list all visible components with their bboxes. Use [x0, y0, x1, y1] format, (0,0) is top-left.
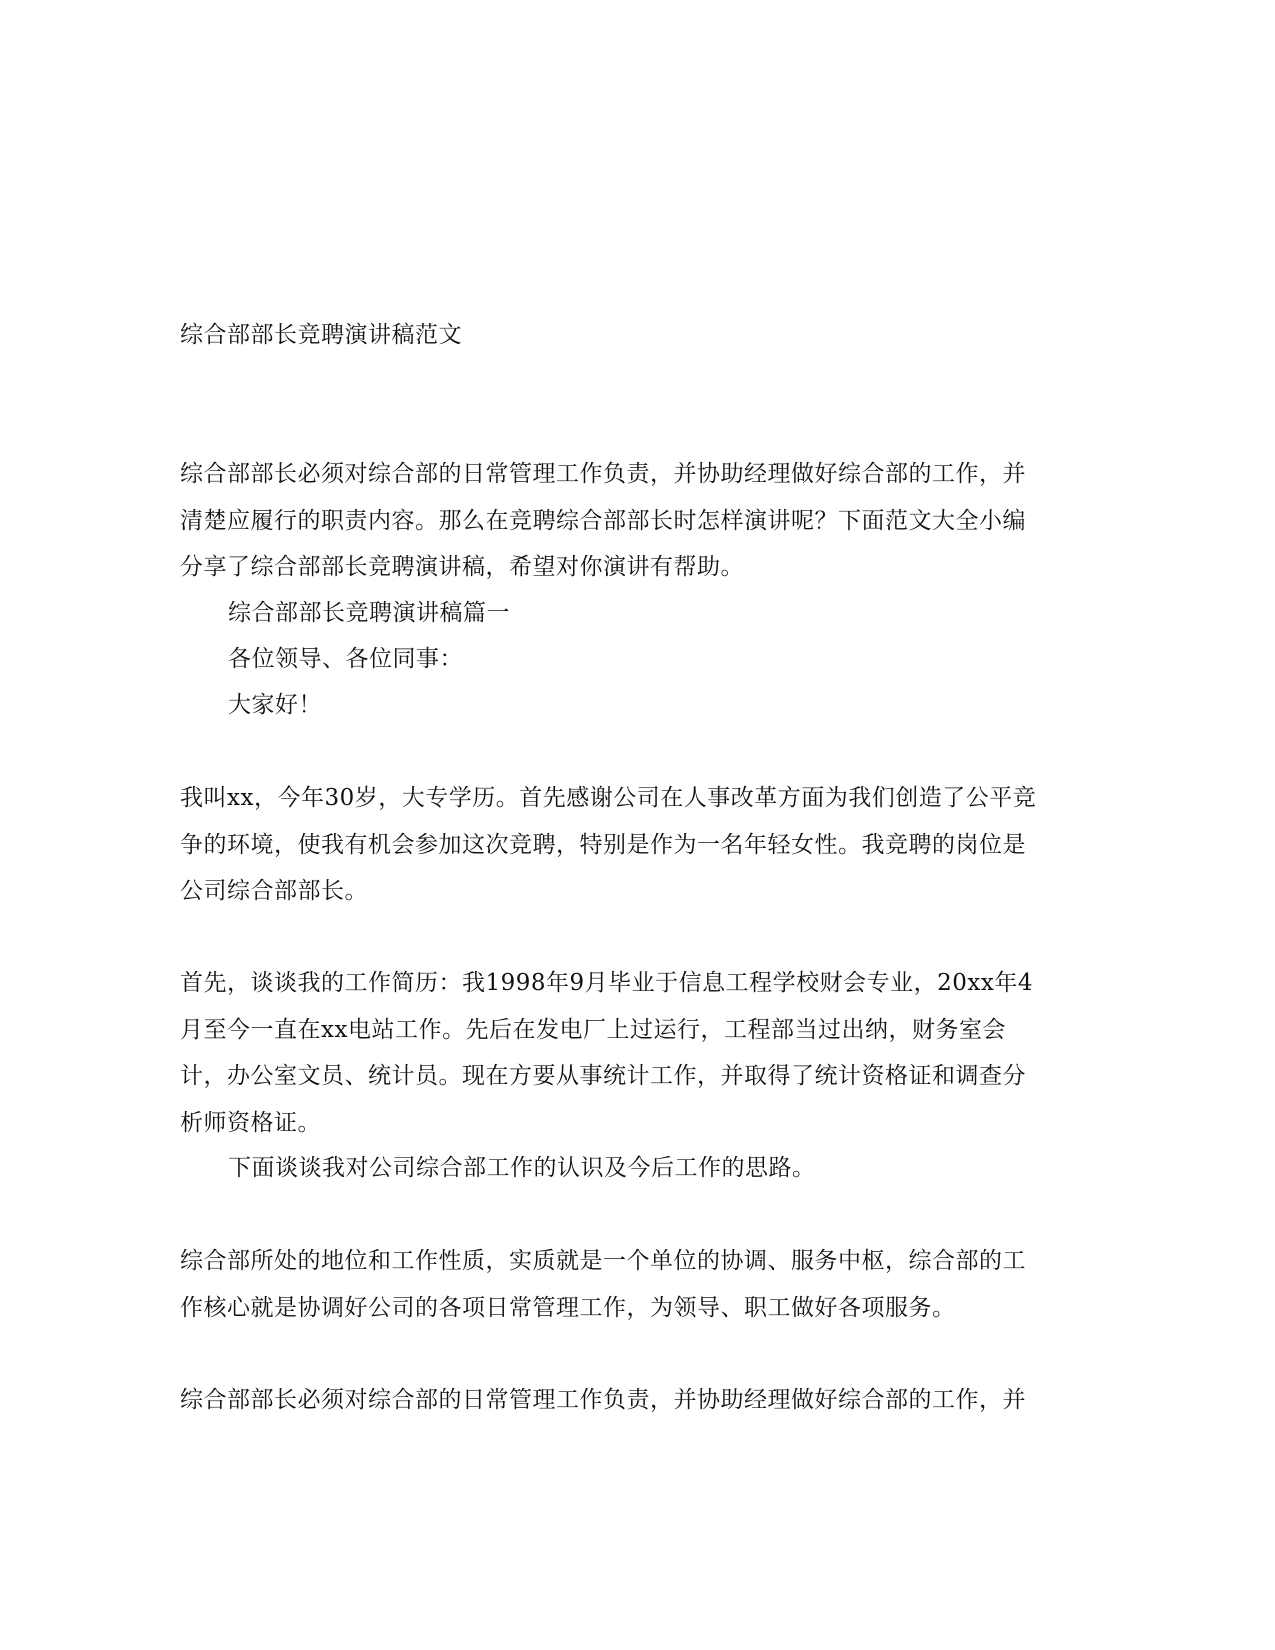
paragraph-salutation: 各位领导、各位同事：	[228, 646, 463, 672]
paragraph-intro: 综合部部长必须对综合部的日常管理工作负责，并协助经理做好综合部的工作，并清楚应履行的职责内容。那么在竞聘综合部部长时怎样演讲呢？下面范文大全小编分享了综合部部长竞聘演讲稿，希望对你演讲有帮助。	[180, 461, 1026, 580]
paragraph-duties: 综合部部长必须对综合部的日常管理工作负责，并协助经理做好综合部的工作，并	[180, 1387, 1026, 1413]
paragraph-self-intro: 我叫xx，今年30岁，大专学历。首先感谢公司在人事改革方面为我们创造了公平竞争的环境，使我有机会参加这次竞聘，特别是作为一名年轻女性。我竞聘的岗位是公司综合部部长。	[180, 785, 1037, 904]
paragraph-role-nature: 综合部所处的地位和工作性质，实质就是一个单位的协调、服务中枢，综合部的工作核心就是协调好公司的各项日常管理工作，为领导、职工做好各项服务。	[180, 1248, 1026, 1321]
paragraph-transition: 下面谈谈我对公司综合部工作的认识及今后工作的思路。	[228, 1155, 816, 1181]
paragraph-work-history: 首先，谈谈我的工作简历：我1998年9月毕业于信息工程学校财会专业，20xx年4月至今一直在xx电站工作。先后在发电厂上过运行，工程部当过出纳，财务室会计，办公室文员、统计员。现在方要从事统计工作，并取得了统计资格证和调查分析师资格证。	[180, 970, 1034, 1136]
paragraph-greeting: 大家好！	[228, 692, 322, 718]
paragraph-section-heading: 综合部部长竞聘演讲稿篇一	[228, 600, 510, 626]
document-title: 综合部部长竞聘演讲稿范文	[180, 322, 462, 348]
